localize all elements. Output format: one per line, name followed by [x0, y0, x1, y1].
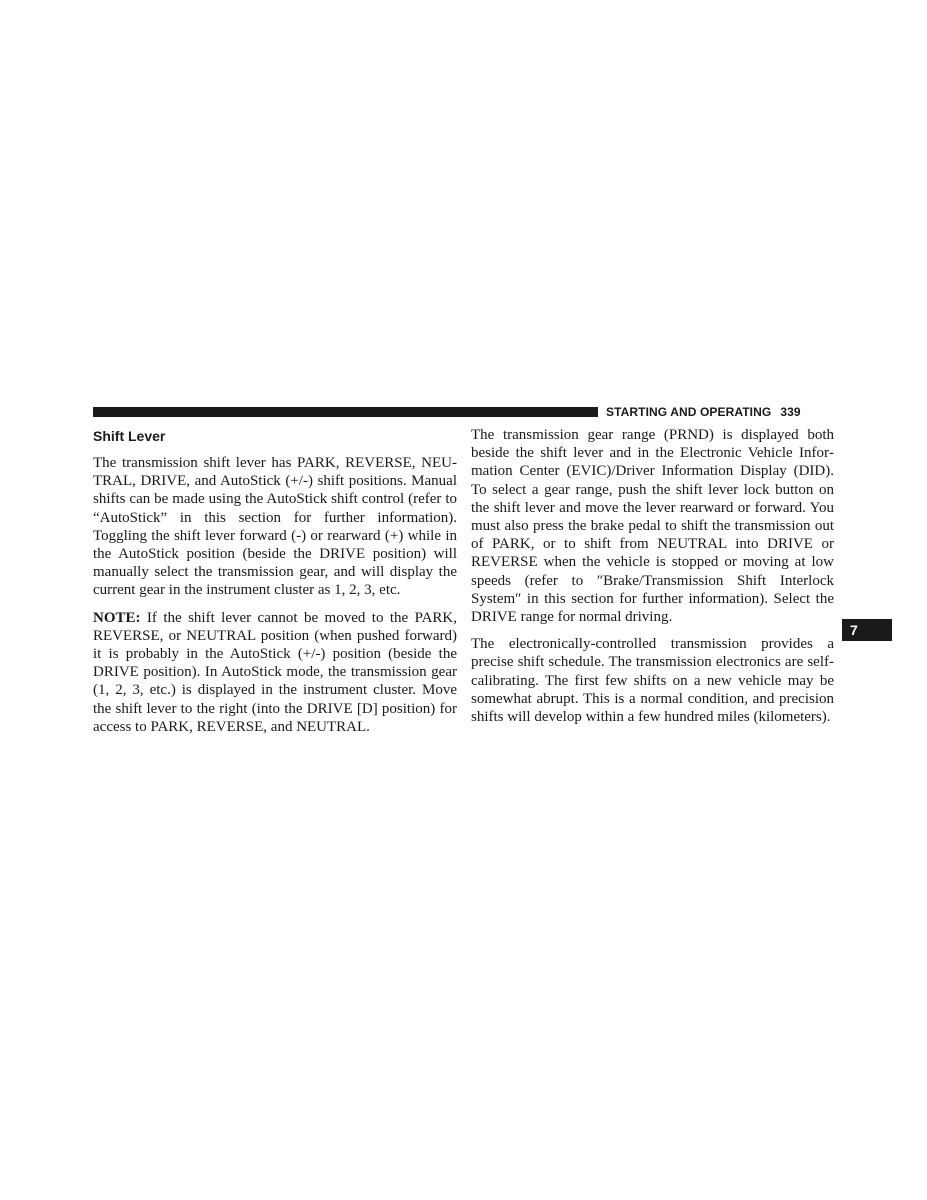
note-paragraph: [93, 609, 457, 736]
right-column: [471, 426, 834, 735]
body-paragraph: The transmission gear range (PRND) is displayed both beside the shift lever and in the Electronic Vehicle Information Center (EVIC)/Driver Information Display (DID). To select a gear range, push the shift lever lock button on the shift lever and move the lever rearward or forward. You must also press the brake pedal to shift the transmission out of PARK, or to shift from NEUTRAL into DRIVE or REVERSE when the vehicle is stopped or moving at low speeds (refer to ″Brake/Transmission Shift Interlock System″ in this section for further information). Select the DRIVE range for normal driving.: [471, 427, 834, 626]
note-text: If the shift lever cannot be moved to the PARK, REVERSE, or NEUTRAL position (when pushed forward) it is probably in the AutoStick (+/-) position (beside the DRIVE position). In AutoStick mode, the transmission gear (1, 2, 3, etc.) is displayed in the instrument cluster. Move the shift lever to the right (into the DRIVE [D] position) for access to PARK, REVERSE, and NEUTRAL.: [93, 609, 457, 735]
left-column: [93, 426, 457, 745]
running-header: [606, 404, 836, 420]
header-rule: [93, 407, 598, 417]
chapter-number: 7: [850, 622, 858, 638]
section-heading: Shift Lever: [93, 428, 166, 444]
page-number: 339: [780, 405, 801, 419]
note-label: NOTE:: [93, 609, 141, 626]
section-title: STARTING AND OPERATING: [606, 405, 772, 419]
chapter-tab: [842, 619, 892, 641]
body-paragraph: The electronically-controlled transmission provides a precise shift schedule. The transmission electronics are self-calibrating. The first few shifts on a new vehicle may be somewhat abrupt. This is a normal condition, and precision shifts will develop within a few hundred miles (kilometers).: [471, 636, 834, 726]
body-paragraph: The transmission shift lever has PARK, REVERSE, NEUTRAL, DRIVE, and AutoStick (+/-) shift positions. Manual shifts can be made using the AutoStick shift control (refer to “AutoStick” in this section for further information). Toggling the shift lever forward (-) or rearward (+) while in the AutoStick position (beside the DRIVE position) will manually select the transmission gear, and will display the current gear in the instrument cluster as 1, 2, 3, etc.: [93, 455, 457, 599]
